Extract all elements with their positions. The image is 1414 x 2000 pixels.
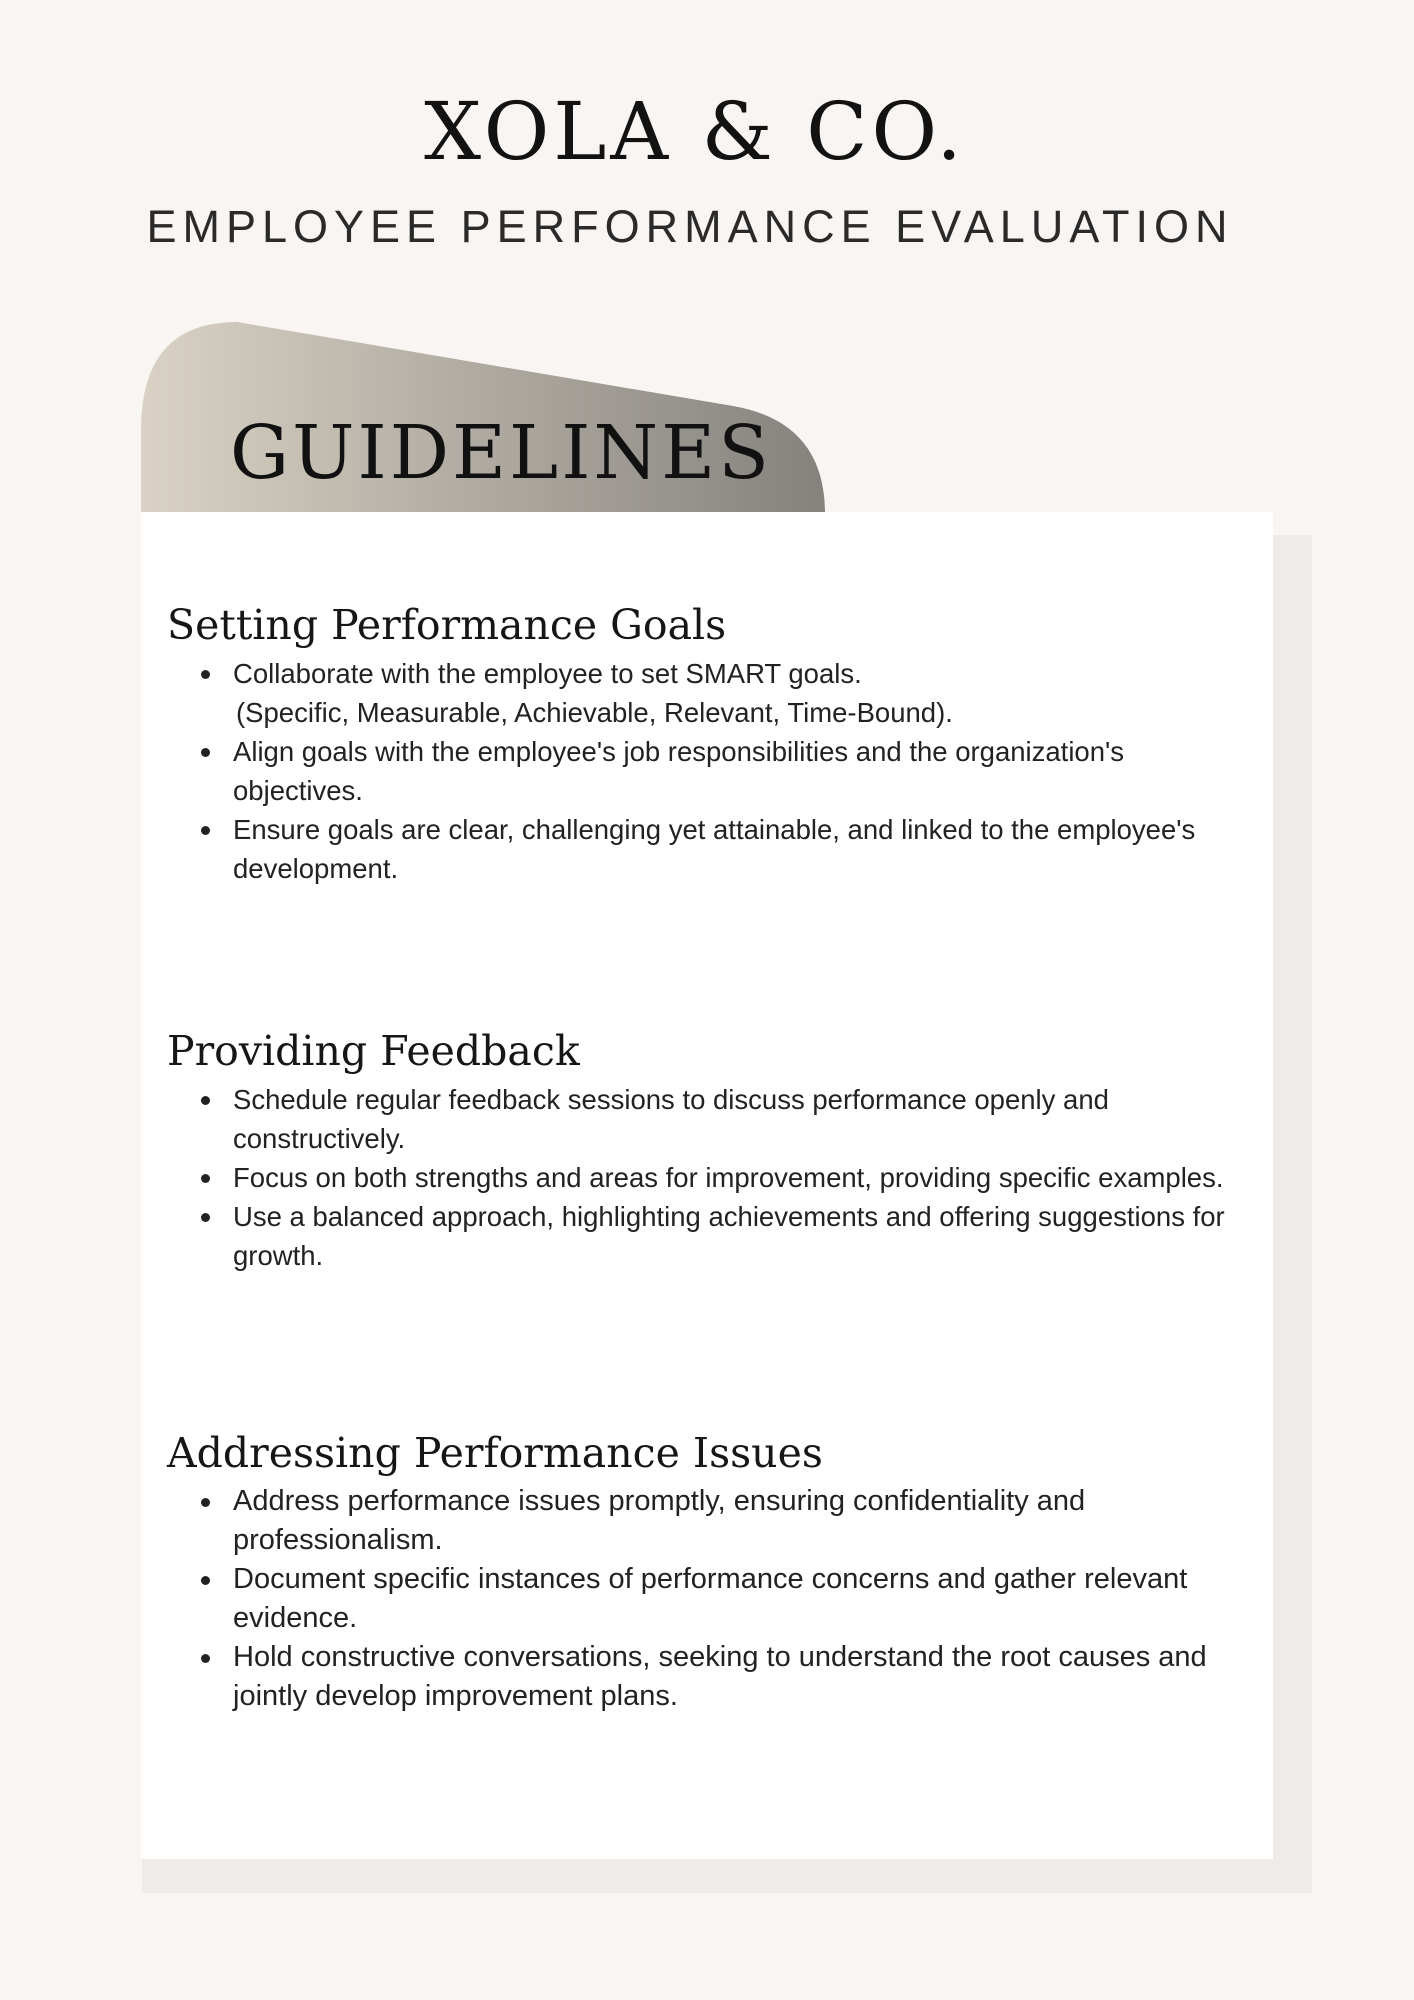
bullet-icon — [201, 748, 210, 757]
bullet-icon — [201, 1654, 210, 1663]
list-item — [167, 1560, 1247, 1638]
list-item — [167, 1158, 1247, 1197]
bullet-icon — [201, 1213, 210, 1222]
section-providing-feedback — [167, 1027, 1247, 1275]
bullet-icon — [201, 670, 210, 679]
list-item-text: Schedule regular feedback sessions to discuss performance openly and constructively. — [233, 1084, 1109, 1155]
section-addressing-issues — [167, 1429, 1247, 1716]
list-item-text: Hold constructive conversations, seeking to understand the root causes and jointly develop improvement plans. — [233, 1641, 1207, 1713]
list-item-text: Align goals with the employee's job responsibilities and the organization's objectives. — [233, 736, 1125, 807]
list-item — [167, 1638, 1247, 1716]
list-item-text: Collaborate with the employee to set SMART goals. — [233, 658, 862, 690]
list-item-subtext: (Specific, Measurable, Achievable, Relevant, Time-Bound). — [236, 697, 953, 729]
section-heading: Addressing Performance Issues — [167, 1429, 823, 1477]
bullet-list — [167, 654, 1247, 888]
list-item — [167, 810, 1247, 888]
bullet-icon — [201, 1576, 210, 1585]
document-subtitle: EMPLOYEE PERFORMANCE EVALUATION — [146, 201, 1234, 252]
bullet-icon — [201, 1096, 210, 1105]
bullet-icon — [201, 1174, 210, 1183]
list-item — [167, 1080, 1247, 1158]
section-heading: Setting Performance Goals — [167, 601, 727, 649]
list-item — [167, 1197, 1247, 1275]
section-setting-goals — [167, 601, 1247, 888]
company-title: XOLA & CO. — [424, 85, 966, 178]
bullet-icon — [201, 1498, 210, 1507]
list-item — [167, 654, 1247, 732]
list-item — [167, 1482, 1247, 1560]
section-heading: Providing Feedback — [167, 1027, 580, 1075]
list-item-text: Ensure goals are clear, challenging yet attainable, and linked to the employee's development. — [233, 814, 1196, 885]
list-item — [167, 732, 1247, 810]
bullet-list — [167, 1080, 1247, 1275]
list-item-text: Document specific instances of performance concerns and gather relevant evidence. — [233, 1563, 1188, 1635]
list-item-text: Use a balanced approach, highlighting achievements and offering suggestions for growth. — [233, 1201, 1225, 1272]
list-item-text: Address performance issues promptly, ensuring confidentiality and professionalism. — [233, 1485, 1086, 1557]
bullet-icon — [201, 826, 210, 835]
list-item-text: Focus on both strengths and areas for improvement, providing specific examples. — [233, 1162, 1224, 1194]
bullet-list — [167, 1482, 1247, 1716]
guidelines-title: GUIDELINES — [230, 410, 772, 496]
